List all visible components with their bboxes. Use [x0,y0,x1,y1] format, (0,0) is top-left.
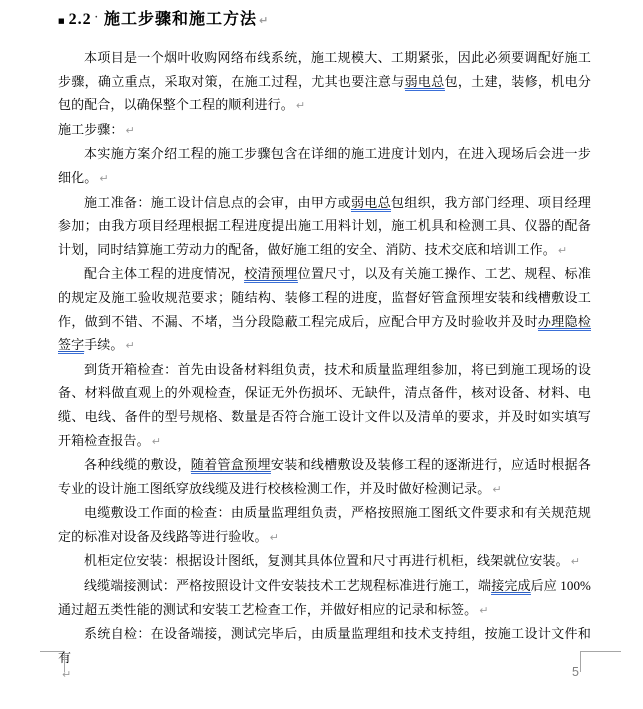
paragraph-mark-icon: ↵ [125,123,135,137]
paragraph [58,622,591,669]
paragraph-mark-icon: ↵ [479,603,489,617]
heading-separator-dot: · [94,12,99,23]
text-run: 本实施方案介绍工程的施工步骤包含在详细的施工进度计划内，在进入现场后会进一步细化。 [58,146,591,185]
margin-crop-mark-bottom-right-icon [580,651,621,672]
paragraph [58,453,591,501]
paragraph [58,118,591,143]
text-run: 到货开箱检查：首先由设备材料组负责，技术和质量监理组参加，将已到施工现场的设备、材料做直观上的外观检查，保证无外伤损坏、无缺件，清点备件，核对设备、材料、电缆、电线、备件的型号规格、数量是否符合施工设计文件以及清单的要求，并及时如实填写开箱检查报告。 [58,361,591,448]
paragraph-mark-icon: ↵ [151,434,162,448]
page-number: 5 [572,665,579,679]
underlined-text-run: 校清预埋 [244,266,298,282]
heading-title: 施工步骤和施工方法 [103,11,257,28]
paragraph [58,501,591,549]
text-run: 安装和线槽敷设及装修工程的逐渐进行，应适时根据各专业的设计施工图纸穿放线缆及进行校核检测工作，并及时做好检测记录。 [58,457,591,496]
underlined-text-run: 办理隐检签字 [58,313,591,353]
text-area [58,6,591,669]
underlined-text-run: 弱电总 [404,73,445,89]
underlined-text-run: 随着管盒预埋 [190,457,271,473]
paragraph-mark-icon: ↵ [295,99,306,113]
paragraph-mark-icon: ↵ [125,339,135,353]
paragraph [58,191,591,263]
text-run: 后应 100%通过超五类性能的测试和安装工艺检查工作，并做好相应的记录和标签。 [58,578,591,617]
body-paragraphs [58,46,591,669]
text-run: 包，土建，装修，机电分包的配合，以确保整个工程的顺利进行。 [58,73,591,113]
underlined-text-run: 弱电总 [350,194,391,210]
text-run: 机柜定位安装：根据设计图纸，复测其具体位置和尺寸再进行机柜，线架就位安装。 [84,553,569,569]
paragraph [58,574,591,622]
text-run: 系统自检：在设备端接，测试完毕后，由质量监理组和技术支持组，按施工设计文件和有 [58,626,591,665]
text-run: 手续。 [84,337,124,353]
paragraph-mark-icon: ↵ [570,555,581,569]
paragraph [58,358,591,453]
text-run: 位置尺寸，以及有关施工操作、工艺、规程、标准的规定及施工验收规范要求；随结构、装修工程的进度，监督好管盒预埋安装和线槽敷设工作，做到不错、不漏、不堵，当分段隐蔽工程完成后，应配合甲方及时验收并及时 [58,266,592,329]
underlined-text-run: 接完成 [491,578,531,594]
text-run: 线缆端接测试：严格按照设计文件安装技术工艺规程标准进行施工，端 [84,578,492,594]
paragraph [58,549,591,574]
text-run: 施工准备：施工设计信息点的会审，由甲方或 [84,194,351,210]
footer-paragraph-mark-icon: ↵ [62,668,72,681]
heading-bullet-square-icon: ■ [58,17,66,25]
paragraph [58,46,591,118]
paragraph-mark-icon: ↵ [557,243,568,257]
paragraph [58,262,591,357]
paragraph-mark-icon: ↵ [258,14,270,27]
paragraph-mark-icon: ↵ [99,171,109,185]
text-run: 配合主体工程的进度情况， [84,266,245,282]
text-run: 本项目是一个烟叶收购网络布线系统，施工规模大、工期紧张，因此必须要调配好施工步骤，确立重点，采取对策，在施工过程，尤其也要注意与 [58,50,591,89]
paragraph [58,142,591,190]
text-run: 电缆敷设工作面的检查：由质量监理组负责，严格按照施工图纸文件要求和有关规范规定的标准对设备及线路等进行验收。 [58,505,591,544]
text-run: 包组织，我方部门经理、项目经理参加；由我方项目经理根据工程进度提出施工用料计划，施工机具和检测工具、仪器的配备计划，同时结算施工劳动力的配备，做好施工组的安全、消防、技术交底和培训工作。 [58,194,591,257]
section-heading [58,6,591,29]
text-run: 各种线缆的敷设， [84,457,191,473]
paragraph-mark-icon: ↵ [269,530,279,544]
heading-number: 2.2 [68,11,92,28]
paragraph-mark-icon: ↵ [492,482,502,496]
text-run: 施工步骤： [58,121,124,137]
